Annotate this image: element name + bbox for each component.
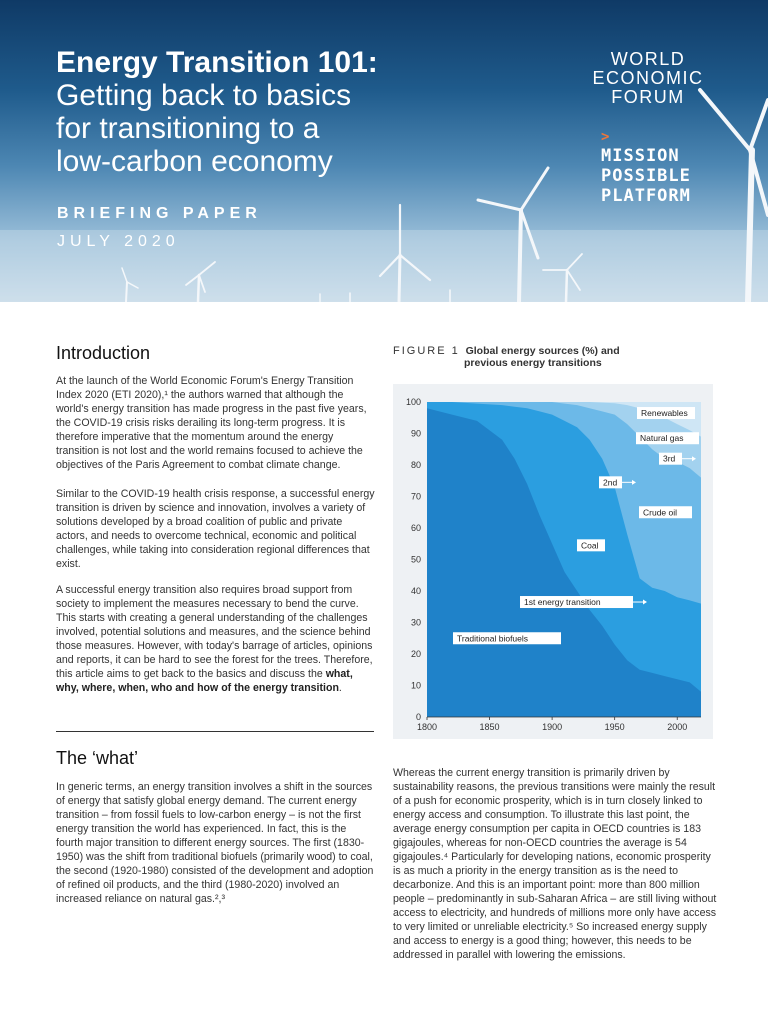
what-paragraph-1: In generic terms, an energy transition involves a shift in the sources of energy that satisfy global energy demand. The current energy transition – from fossil fuels to low-carbon energy – is not the first energy transition the world has experienced. In fact, this is the fourth major transition to different energy sources. The first (1830-1950) was the shift from traditional biofuels (primarily wood) to coal, the second (1920-1980) consisted of the development and adoption of refined oil products, and the third (1980-2020) involved an increased reliance on natural gas.²,³ (56, 781, 374, 905)
label-third-transition: 3rd (663, 453, 676, 464)
y-tick-label: 60 (410, 523, 421, 533)
intro-paragraph-2: Similar to the COVID-19 health crisis response, a successful energy transition is driven by science and innovation, involves a variety of solutions developed by a broad coalition of public and private actors, and needs to overcome technical, economic and political challenges, while taking into consideration regional differences that exist. (56, 488, 375, 570)
figure-caption (393, 345, 620, 369)
section-divider (56, 731, 374, 732)
x-tick-label: 1850 (479, 722, 500, 732)
intro-paragraph-1: At the launch of the World Economic Forum's Energy Transition Index 2020 (ETI 2020),¹ the authors warned that although the world's energy transition has made progress in the past five years, the COVID-19 crisis risks derailing its long-term progress. It is therefore imperative that the momentum around the energy transition is not lost and the world remains focused to achieve the objectives of the Paris Agreement to combat climate change. (56, 375, 367, 471)
y-tick-label: 20 (410, 649, 421, 659)
figure-title-line2: previous energy transitions (464, 357, 602, 369)
intro-p3-end: . (338, 682, 342, 694)
mission-logo-line: MISSION (601, 146, 680, 166)
title-line: Getting back to basics (56, 79, 352, 112)
label-traditional-biofuels: Traditional biofuels (457, 633, 529, 644)
wef-logo-line: FORUM (611, 87, 685, 107)
label-coal: Coal (581, 540, 599, 551)
y-tick-label: 50 (410, 554, 421, 565)
y-tick-label: 30 (410, 617, 421, 628)
y-tick-label: 10 (410, 680, 421, 691)
document-type: BRIEFING PAPER (57, 205, 262, 222)
intro-p3-bold: what, why, where, when, who and how of the energy transition (56, 668, 353, 694)
wef-logo-line: ECONOMIC (592, 68, 704, 88)
x-tick-label: 1950 (604, 722, 625, 732)
x-tick-label: 1800 (416, 722, 438, 732)
mission-possible-logo (601, 130, 691, 206)
intro-paragraph-3 (56, 583, 376, 695)
energy-sources-chart (393, 384, 713, 739)
wef-logo-line: WORLD (610, 49, 686, 69)
label-renewables: Renewables (641, 408, 688, 419)
label-crude-oil: Crude oil (643, 507, 678, 518)
title-bold: Energy Transition 101: (56, 46, 378, 79)
section-heading-what: The ‘what’ (56, 748, 139, 768)
y-tick-label: 90 (410, 428, 421, 439)
x-tick-label: 2000 (667, 722, 688, 732)
y-tick-label: 80 (410, 460, 421, 470)
y-tick-label: 40 (410, 586, 421, 596)
title-line: for transitioning to a (56, 112, 320, 145)
chevron-right-icon: > (601, 129, 611, 145)
x-tick-label: 1900 (542, 722, 563, 732)
chart-svg (393, 384, 713, 739)
mission-logo-line: PLATFORM (601, 186, 691, 206)
title-line: low-carbon economy (56, 145, 333, 178)
label-natural-gas: Natural gas (640, 433, 684, 444)
document-date: JULY 2020 (57, 233, 180, 250)
label-second-transition: 2nd (603, 477, 618, 488)
document-title (56, 46, 378, 178)
y-tick-label: 70 (410, 491, 421, 502)
label-first-transition: 1st energy transition (524, 597, 601, 608)
right-paragraph-1: Whereas the current energy transition is primarily driven by sustainability reasons, the previous transitions were mainly the result of a push for economic prosperity, which is in turn closely linked to energy access and consumption. To illustrate this last point, the average energy consumption per capita in OECD countries is 183 gigajoules, whereas for non-OECD countries the average is 54 gigajoules.⁴ Particularly for developing nations, economic prosperity is as much a priority in the energy transition as is the need to decarbonize. And this is an important point: more than 800 million people – predominantly in sub-Saharan Africa – are still living without access to electricity, and hundreds of millions more only have access to very limited or unreliable electricity.⁵ So increased energy supply and access to energy is a good thing; however, this needs to be addressed in parallel with lowering the emissions. (393, 767, 717, 961)
mission-logo-line: POSSIBLE (601, 166, 691, 186)
intro-p3-text: A successful energy transition also requires broad support from society to implement the measures necessary to bend the curve. This starts with creating a general understanding of the challenges involved, potential solutions and measures, and the science behind those measures. However, with today's barrage of articles, opinions and reports, it can be hard to see the forest for the trees. Therefore, this article aims to get back to the basics and discuss the (56, 584, 373, 680)
y-tick-label: 0 (415, 712, 421, 722)
hero-banner (0, 0, 768, 302)
section-heading-introduction: Introduction (56, 343, 151, 363)
figure-label: FIGURE 1 (393, 345, 460, 357)
wef-logo (583, 50, 713, 107)
y-tick-label: 100 (405, 397, 421, 407)
figure-title-line1: Global energy sources (%) and (465, 345, 620, 357)
